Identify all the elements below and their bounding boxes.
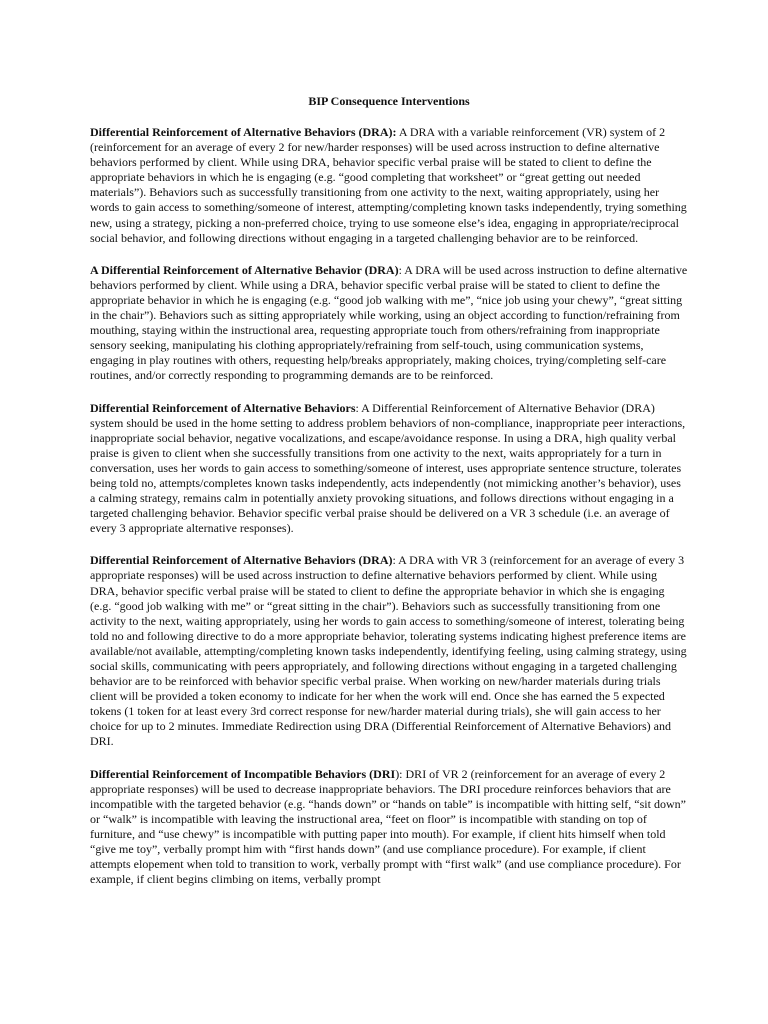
paragraph-dri: [90, 767, 688, 888]
document-title: BIP Consequence Interventions: [308, 94, 470, 108]
paragraph-heading: Differential Reinforcement of Incompatible Behaviors (DRI: [90, 766, 396, 781]
paragraph-heading: Differential Reinforcement of Alternative Behaviors: [90, 400, 356, 415]
paragraph-heading: A Differential Reinforcement of Alternative Behavior (DRA): [90, 262, 399, 277]
paragraph-body: : A DRA will be used across instruction to define alternative behaviors performed by client. While using a DRA, behavior specific verbal praise will be stated to client to define the appropriate behavior in which he is engaging (e.g. “good job walking with me”, “nice job using your chewy”, “great sitting in the chair”). Behaviors such as sitting appropriately while working, using an object according to function/refraining from mouthing, staying within the instructional area, requesting appropriate touch from others/refraining from inappropriate sensory seeking, manipulating his clothing appropriately/refraining from self-touch, using communication systems, engaging in play routines with others, requesting help/breaks appropriately, making choices, trying/completing self-care routines, and/or correctly responding to programming demands are to be reinforced.: [90, 262, 688, 383]
paragraph-heading: Differential Reinforcement of Alternative Behaviors (DRA): [90, 553, 393, 568]
paragraph-heading: Differential Reinforcement of Alternative Behaviors (DRA):: [90, 125, 397, 139]
paragraph-dra-instruction: [90, 263, 688, 384]
paragraph-body: : A DRA with VR 3 (reinforcement for an average of every 3 appropriate responses) will be used across instruction to define alternative behaviors performed by client. While using DRA, behavior specific verbal praise will be stated to client to define the appropriate behavior in which she is engaging (e.g. “good job walking with me” or “great sitting in the chair”). Behaviors such as successfully transitioning from one activity to the next, waiting appropriately, using her words to gain access to something/someone of interest, tolerating being told no and following directive to do a more appropriate behavior, tolerating systems indicating highest preference items are available/not available, attempting/completing known tasks independently, identifying feeling, using calming strategy, using social skills, communicating with peers appropriately, and following directions without engaging in a targeted challenging behavior are to be reinforced with behavior specific verbal praise. When working on new/harder materials during trials client will be provided a token economy to indicate for her when the work will end. Once she has earned the 5 expected tokens (1 token for at least every 3rd correct response for new/harder material during trials), she will gain access to her choice for up to 2 minutes. Immediate Redirection using DRA (Differential Reinforcement of Alternative Behaviors) and DRI.: [90, 553, 687, 749]
paragraph-body: : A Differential Reinforcement of Alternative Behavior (DRA) system should be used in the home setting to address problem behaviors of non-compliance, inappropriate peer interactions, inappropriate social behavior, negative vocalizations, and escape/avoidance response. In using a DRA, high quality verbal praise is given to client when she successfully transitions from one activity to the next, waits appropriately for a turn in conversation, uses her words to gain access to something/someone of interest, uses appropriate sentence structure, tolerates being told no, attempts/completes known tasks independently, acts independently (not mimicking another’s behavior), uses a calming strategy, remains calm in potentially anxiety provoking situations, and follows directions without engaging in a targeted challenging behavior. Behavior specific verbal praise should be delivered on a VR 3 schedule (i.e. an average of every 3 appropriate alternative responses).: [90, 400, 686, 536]
paragraph-dra-vr2: [90, 125, 688, 246]
paragraph-body: A DRA with a variable reinforcement (VR) system of 2 (reinforcement for an average of every 2 for new/harder responses) will be used across instruction to define alternative behaviors performed by client. While using DRA, behavior specific verbal praise will be stated to client to define the appropriate behaviors in which he is engaging (e.g. “good completing that worksheet” or “great getting out needed materials”). Behaviors such as successfully transitioning from one activity to the next, waiting appropriately, using her words to gain access to something/someone of interest, attempting/completing known tasks independently, trying something new, using a strategy, picking a non-preferred choice, trying to use someone else’s idea, engaging in appropriate/reciprocal social behavior, and following directions without engaging in a targeted challenging behavior are to be reinforced.: [90, 125, 687, 245]
paragraph-dra-vr3: [90, 553, 688, 749]
paragraph-body: ): DRI of VR 2 (reinforcement for an average of every 2 appropriate responses) will be used to decrease inappropriate behaviors. The DRI procedure reinforces behaviors that are incompatible with the targeted behavior (e.g. “hands down” or “hands on table” is incompatible with hitting self, “sit down” or “walk” is incompatible with leaving the instructional area, “feet on floor” is incompatible with standing on top of furniture, and “use chewy” is incompatible with putting paper into mouth). For example, if client hits himself when told “give me toy”, verbally prompt him with “first hands down” (and use compliance procedure). For example, if client attempts elopement when told to transition to work, verbally prompt with “first walk” (and use compliance procedure). For example, if client begins climbing on items, verbally prompt: [90, 766, 686, 887]
paragraph-dra-home: [90, 401, 688, 537]
